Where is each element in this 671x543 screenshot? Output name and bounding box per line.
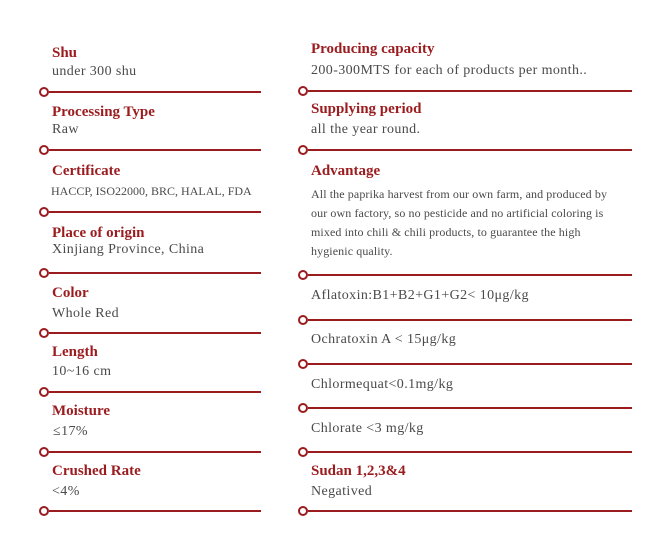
spec-label: Supplying period (311, 101, 422, 117)
separator (298, 506, 632, 516)
separator (298, 86, 632, 96)
separator (298, 270, 632, 280)
spec-value: Raw (52, 122, 79, 137)
spec-value: HACCP, ISO22000, BRC, HALAL, FDA (51, 184, 252, 198)
separator (39, 207, 261, 217)
spec-value: Negatived (311, 484, 373, 499)
separator (298, 315, 632, 325)
bullet-circle-icon (39, 145, 49, 155)
spec-value: 10~16 cm (52, 364, 112, 379)
bullet-circle-icon (39, 506, 49, 516)
bullet-circle-icon (39, 447, 49, 457)
separator (39, 506, 261, 516)
bullet-circle-icon (39, 387, 49, 397)
spec-value: Whole Red (52, 306, 119, 321)
spec-label: Shu (52, 45, 78, 61)
spec-label: Sudan 1,2,3&4 (311, 463, 406, 479)
spec-value: Chlorate <3 mg/kg (311, 421, 424, 436)
bullet-circle-icon (298, 315, 308, 325)
spec-value: Chlormequat<0.1mg/kg (311, 377, 454, 392)
separator (39, 328, 261, 338)
separator (298, 145, 632, 155)
spec-label: Length (52, 344, 98, 360)
bullet-circle-icon (298, 270, 308, 280)
separator (39, 387, 261, 397)
spec-value: 200-300MTS for each of products per month.. (311, 63, 588, 78)
bullet-circle-icon (39, 207, 49, 217)
spec-value: <4% (52, 484, 80, 499)
spec-label: Certificate (52, 163, 121, 179)
separator (298, 359, 632, 369)
separator (39, 447, 261, 457)
bullet-circle-icon (298, 359, 308, 369)
spec-label: Moisture (52, 403, 111, 419)
spec-label: Processing Type (52, 104, 155, 120)
spec-label: Producing capacity (311, 41, 435, 57)
separator (39, 268, 261, 278)
bullet-circle-icon (298, 145, 308, 155)
bullet-circle-icon (298, 506, 308, 516)
spec-value: Xinjiang Province, China (52, 242, 205, 257)
bullet-circle-icon (298, 403, 308, 413)
separator (298, 403, 632, 413)
bullet-circle-icon (298, 447, 308, 457)
spec-value: Ochratoxin A < 15μg/kg (311, 332, 457, 347)
spec-value: Aflatoxin:B1+B2+G1+G2< 10μg/kg (311, 288, 529, 303)
spec-label: Advantage (311, 163, 381, 179)
separator (298, 447, 632, 457)
spec-label: Color (52, 285, 89, 301)
separator (39, 145, 261, 155)
separator (39, 87, 261, 97)
spec-label: Crushed Rate (52, 463, 141, 479)
spec-label: Place of origin (52, 225, 145, 241)
bullet-circle-icon (39, 87, 49, 97)
spec-value: under 300 shu (52, 64, 137, 79)
spec-value: all the year round. (311, 122, 421, 137)
spec-value: ≤17% (53, 424, 88, 439)
bullet-circle-icon (298, 86, 308, 96)
bullet-circle-icon (39, 328, 49, 338)
spec-value: All the paprika harvest from our own farm, and produced by our own factory, so no pesticide and no artificial coloring is mixed into chili & chili products, to guarantee the high hygienic quality. (311, 187, 608, 258)
bullet-circle-icon (39, 268, 49, 278)
